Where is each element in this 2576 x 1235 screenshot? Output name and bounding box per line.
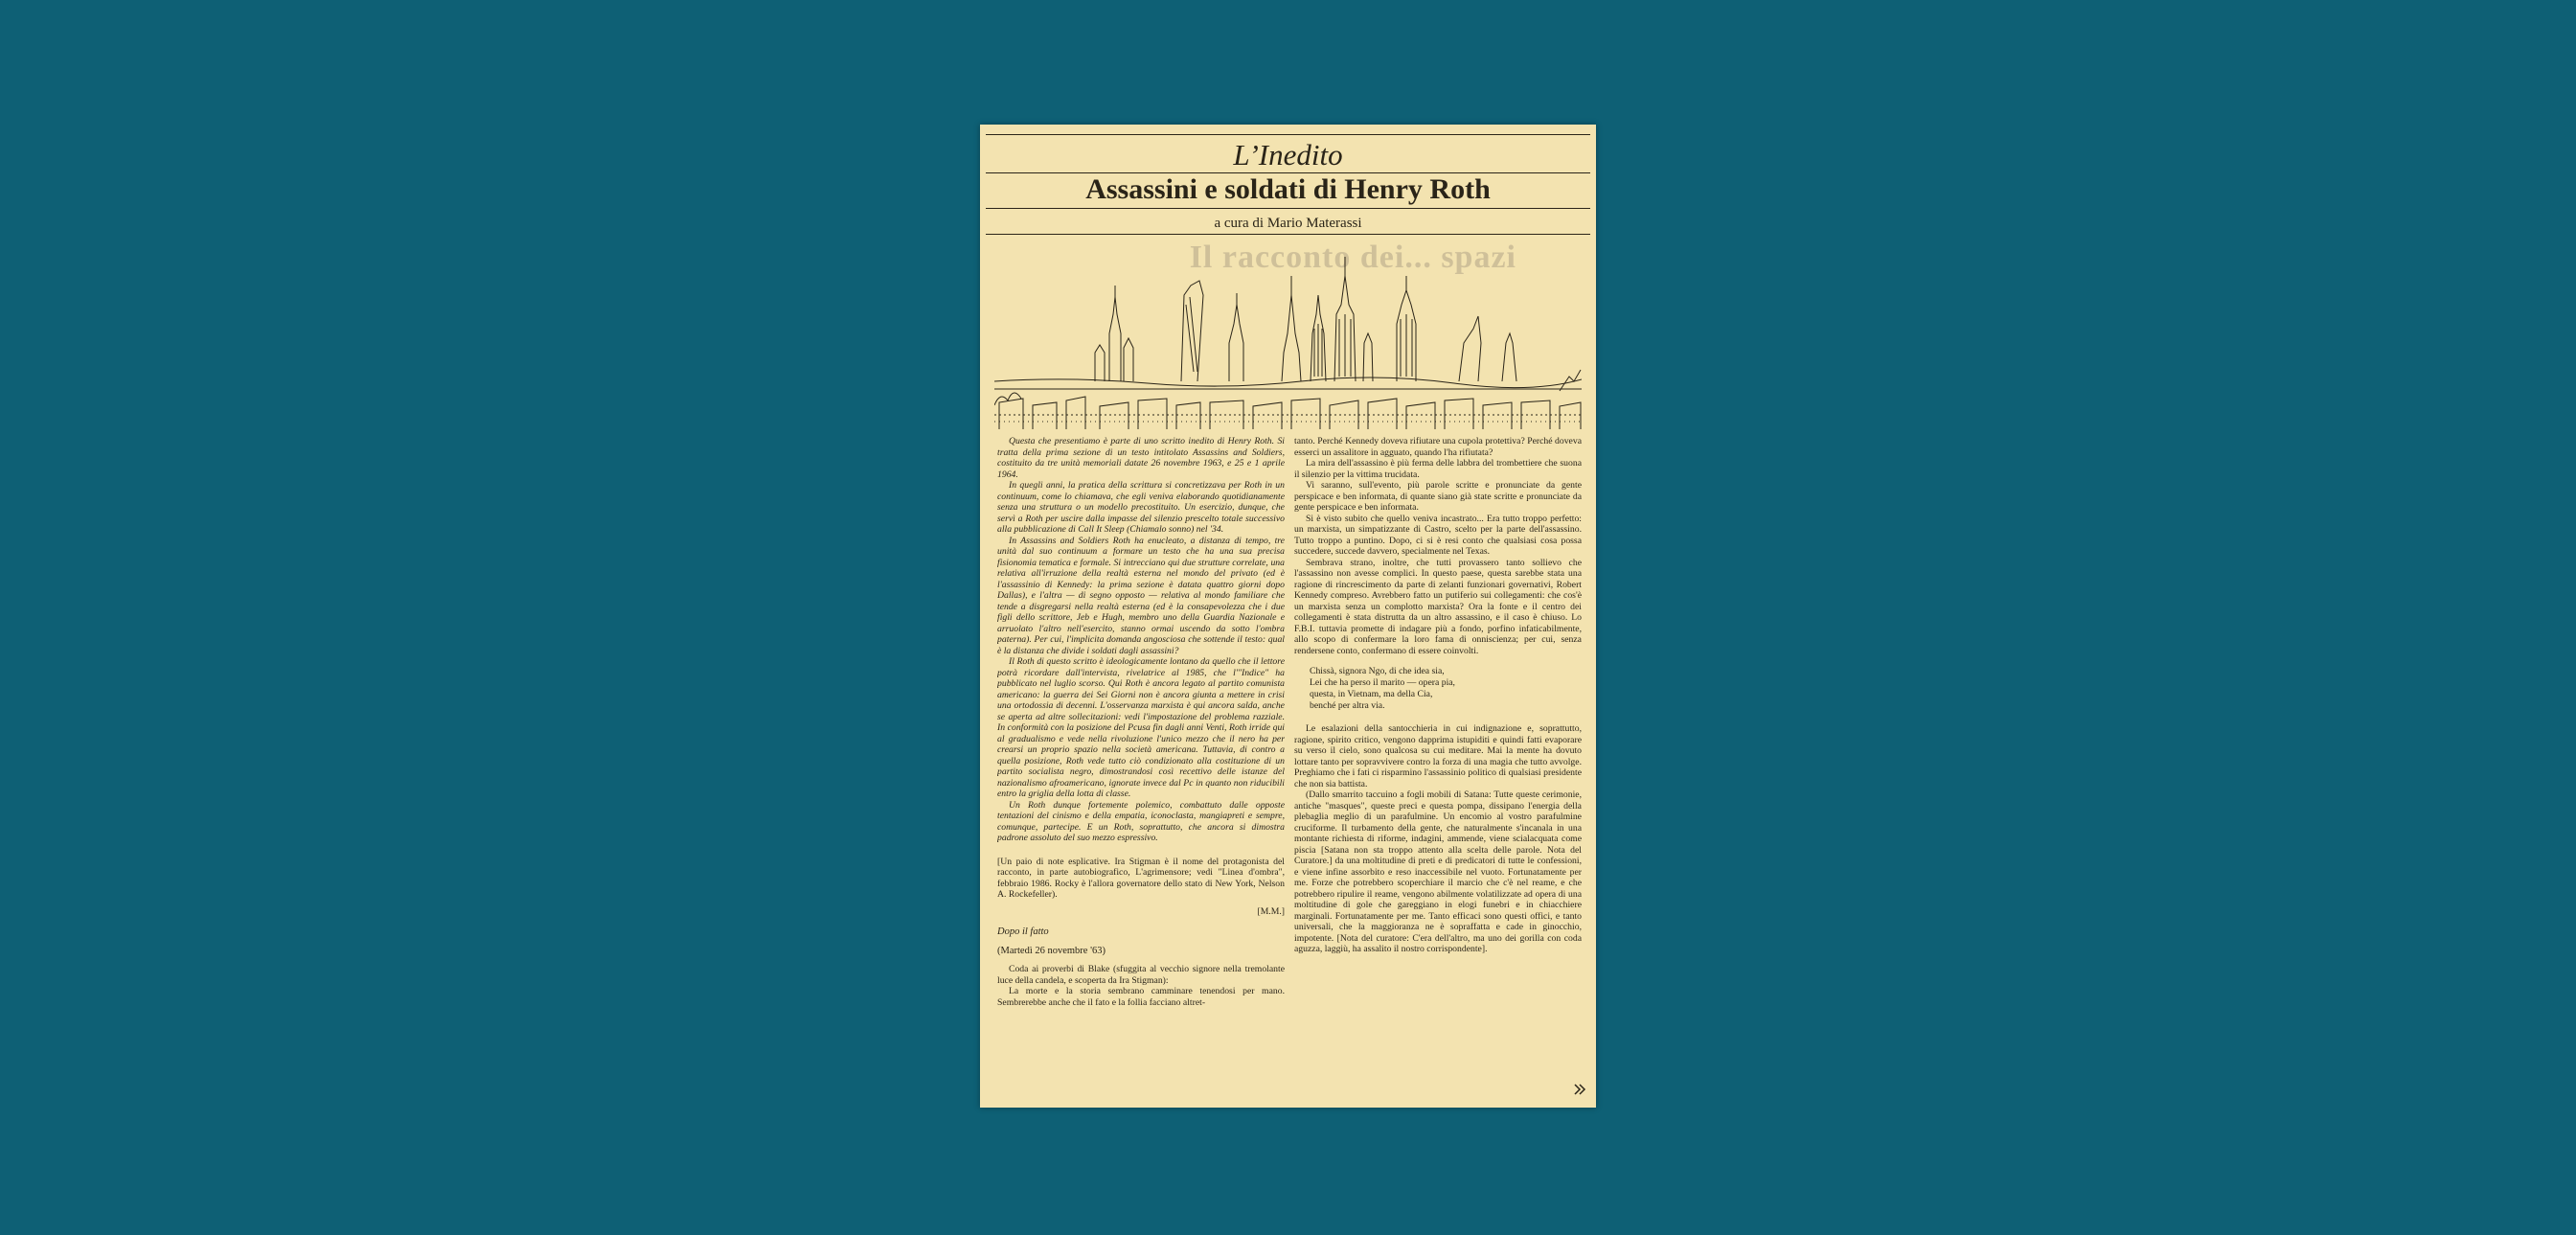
left-column [997,436,1285,1008]
poem-line: Lei che ha perso il marito — opera pia, [1310,677,1455,688]
poem [1310,666,1582,712]
skyline-illustration [994,238,1582,429]
explanatory-note: [Un paio di note esplicative. Ira Stigman è il nome del protagonista del racconto, in parte autobiografico, L'agrimensore; vedi "Linea d'ombra", febbraio 1986. Rocky è l'allora governatore dello stato di New York, Nelson A. Rockefeller). [997,856,1285,900]
editor-signature: [M.M.] [1257,905,1285,917]
poem-line: benché per altra via. [1310,700,1385,711]
body-paragraph: tanto. Perché Kennedy doveva rifiutare una cupola protettiva? Perché doveva esserci un assalitore in agguato, quando l'ha rifiutata? [1294,436,1582,458]
body-paragraph: Vi saranno, sull'evento, più parole scritte e pronunciate da gente perspicace e ben informata, di quante siano già state scritte e pronunciate da gente perspicace e ben informata. [1294,480,1582,513]
intro-paragraph: Il Roth di questo scritto è ideologicamente lontano da quello che il lettore potrà ricordare dall'intervista, rivelatrice al 1985, che l'"Indice" ha pubblicato nel luglio scorso. Qui Roth è ancora legato al partito comunista americano: la guerra dei Sei Giorni non è ancora giunta a mettere in crisi una ortodossia di decenni. L'osservanza marxista è qui ancora salda, anche se aperta ad altre sollecitazioni: vedi l'impostazione del problema razziale. In conformità con la posizione del Pcusa fin dagli anni Venti, Roth irride qui al gradualismo e vede nella rivoluzione l'unico mezzo che il nero ha per crearsi un proprio spazio nella società americana. Tuttavia, di contro a quella posizione, Roth vede tutto ciò condizionato alla costituzione di un partito socialista negro, dimostrandosi così recettivo delle istanze del nazionalismo afroamericano, ignorate invece dal Pc in quanto non riducibili entro la griglia della lotta di classe. [997,656,1285,799]
body-paragraph: Le esalazioni della santocchieria in cui indignazione e, soprattutto, ragione, spirito critico, vengono dapprima istupiditi e quindi fatti evaporare su verso il cielo, sono qualcosa su cui meditare. Mai la mente ha dovuto lottare tanto per sopravvivere contro la forza di una magia che tutto avvolge. Preghiamo che i fati ci risparmino l'assassinio politico di qualsiasi presidente che non sia battista. [1294,723,1582,789]
intro-paragraph: In Assassins and Soldiers Roth ha enucleato, a distanza di tempo, tre unità dal suo continuum a formare un testo che ha una sua precisa fisionomia tematica e formale. Si intrecciano qui due strutture correlate, una relativa all'irruzione della realtà esterna nel mondo del privato (ed è l'assassinio di Kennedy: la prima sezione è datata quattro giorni dopo Dallas), e l'altra — di segno opposto — relativa al mondo familiare che tende a disgregarsi nella realtà esterna (ed è la consapevolezza che i due figli dello scrittore, Jeb e Hugh, membro uno della Guardia Nazionale e arruolato l'altro nell'esercito, stanno ormai uscendo da sotto l'ombra paterna). Per cui, l'implicita domanda angosciosa che sottende il testo: qual è la distanza che divide i soldati dagli assassini? [997,535,1285,656]
headline: Assassini e soldati di Henry Roth [1085,173,1491,205]
intro-paragraph: Un Roth dunque fortemente polemico, combattuto dalle opposte tentazioni del cinismo e della empatia, iconoclasta, mangiapreti e sempre, comunque, partecipe. E un Roth, soprattutto, che ancora si dimostra padrone assoluto del suo mezzo espressivo. [997,799,1285,843]
poem-line: questa, in Vietnam, ma della Cia, [1310,689,1433,699]
body-paragraph: (Dallo smarrito taccuino a fogli mobili di Satana: Tutte queste cerimonie, antiche "masques", queste preci e questa pompa, dissipano l'energia della plebaglia meglio di un parafulmine. Un encomio al vostro parafulmine cruciforme. Il turbamento della gente, che naturalmente s'incanala in una montante richiesta di riforme, indagini, ammende, viene scialacquata come piscia [Satana non sta troppo attento alla scelta delle parole. Nota del Curatore.] da una moltitudine di preti e di predicatori di tutte le confessioni, e viene infine assorbito e reso inaccessibile nel vuoto. Fortunatamente per me. Forze che potrebbero scoperchiare il marcio che c'è nel reame, e che potrebbero ripulire il reame, vengono abilmente volatilizzate ad opera di una moltitudine di gole che gareggiano in elogi funebri e in chiacchiere marginali. Fortunatamente per me. Tanto efficaci sono questi offici, e tanto universali, che la maggioranza ne è sopraffatta e cade in ginocchio, impotente. [Nota del curatore: C'era dell'altro, ma uno dei gorilla con coda aguzza, laggiù, ha assalito il nostro corrispondente]. [1294,789,1582,954]
section-date: (Martedì 26 novembre '63) [997,945,1106,956]
kicker: L’Inedito [1233,138,1343,172]
bleed-through-heading: Il racconto dei... spazi [1189,240,1516,275]
section-title: Dopo il fatto [997,926,1049,937]
body-paragraph: Sembrava strano, inoltre, che tutti provassero tanto sollievo che l'assassino non avesse complici. In questo paese, questa sarebbe stata una ragione di rincrescimento da parte di zelanti funzionari governativi, Robert Kennedy compreso. Avrebbero fatto un putiferio sui collegamenti: che cos'è un marxista senza un complotto marxista? Ora la fonte e il centro dei collegamenti è stata distrutta da un altro assassino, e il caso è chiuso. Lo F.B.I. tuttavia promette di indagare più a fondo, porfino infaticabilmente, allo scopo di confermare la loro fama di onniscienza; per cui, senza rendersene conto, confermano di essere coinvolti. [1294,557,1582,656]
newspaper-page [980,125,1596,1108]
intro-block [997,436,1285,844]
body-paragraph: La morte e la storia sembrano camminare tenendosi per mano. Sembrerebbe anche che il fato e la follia facciano altret- [997,986,1285,1008]
intro-paragraph: In quegli anni, la pratica della scrittura si concretizzava per Roth in un continuum, come lo chiamava, che egli veniva elaborando quotidianamente senza una struttura o un modello precostituito. Un esercizio, dunque, che servì a Roth per uscire dalla impasse del silenzio prescelto totale successivo alla pubblicazione di Call It Sleep (Chiamalo sonno) nel '34. [997,480,1285,535]
byline-rule [986,234,1590,235]
top-rule [986,134,1590,135]
poem-line: Chissà, signora Ngo, di che idea sia, [1310,666,1445,676]
intro-paragraph: Questa che presentiamo è parte di uno scritto inedito di Henry Roth. Si tratta della prima sezione di un testo intitolato Assassins and Soldiers, costituito da tre unità memoriali datate 26 novembre 1963, e 25 e 1 aprile 1964. [997,436,1285,480]
headline-rule [986,208,1590,209]
byline: a cura di Mario Materassi [1214,216,1362,231]
body-paragraph: La mira dell'assassino è più ferma delle labbra del trombettiere che suona il silenzio per la vittima trucidata. [1294,458,1582,480]
double-chevron-right-icon [1573,1083,1586,1096]
right-column [1294,436,1582,955]
body-paragraph: Coda ai proverbi di Blake (sfuggita al vecchio signore nella tremolante luce della candela, e scoperta da Ira Stigman): [997,964,1285,986]
body-paragraph: Si è visto subito che quello veniva incastrato... Era tutto troppo perfetto: un marxista, un simpatizzante di Castro, scelto per la parte dell'assassino. Tutto troppo a puntino. Dopo, ci si è resi conto che qualsiasi cosa possa succedere, succede davvero, specialmente nel Texas. [1294,513,1582,557]
